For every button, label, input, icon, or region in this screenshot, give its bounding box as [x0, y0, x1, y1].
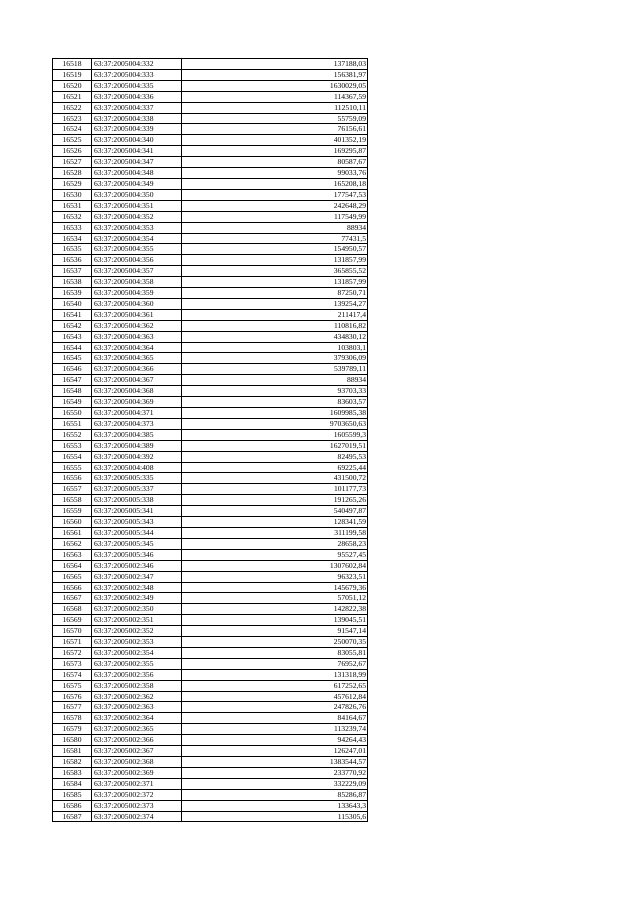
- value-cell: 9703650,63: [182, 418, 368, 429]
- cadastral-number-cell: 63:37:2005002:362: [92, 691, 182, 702]
- value-cell: 115305,6: [182, 811, 368, 822]
- table-row: [53, 189, 368, 200]
- cadastral-number-cell: 63:37:2005005:341: [92, 506, 182, 517]
- row-number-cell: 16559: [53, 506, 92, 517]
- cadastral-number-cell: 63:37:2005002:349: [92, 593, 182, 604]
- cadastral-number-cell: 63:37:2005005:345: [92, 538, 182, 549]
- row-number-cell: 16583: [53, 767, 92, 778]
- cadastral-number-cell: 63:37:2005002:371: [92, 778, 182, 789]
- cadastral-number-cell: 63:37:2005004:373: [92, 418, 182, 429]
- value-cell: 69225,44: [182, 462, 368, 473]
- value-cell: 87250,71: [182, 288, 368, 299]
- cadastral-number-cell: 63:37:2005004:339: [92, 124, 182, 135]
- row-number-cell: 16529: [53, 178, 92, 189]
- table-row: [53, 800, 368, 811]
- cadastral-number-cell: 63:37:2005004:369: [92, 397, 182, 408]
- cadastral-number-cell: 63:37:2005002:364: [92, 713, 182, 724]
- row-number-cell: 16563: [53, 549, 92, 560]
- cadastral-number-cell: 63:37:2005002:352: [92, 626, 182, 637]
- table-row: [53, 637, 368, 648]
- value-cell: 80587,67: [182, 157, 368, 168]
- row-number-cell: 16537: [53, 266, 92, 277]
- table-row: [53, 277, 368, 288]
- table-row: [53, 211, 368, 222]
- cadastral-number-cell: 63:37:2005002:368: [92, 757, 182, 768]
- value-cell: 401352,19: [182, 135, 368, 146]
- value-cell: 88934: [182, 222, 368, 233]
- cadastral-value-table: [52, 58, 368, 822]
- value-cell: 191265,26: [182, 495, 368, 506]
- table-row: [53, 527, 368, 538]
- row-number-cell: 16526: [53, 146, 92, 157]
- value-cell: 103803,1: [182, 342, 368, 353]
- cadastral-number-cell: 63:37:2005004:356: [92, 255, 182, 266]
- cadastral-number-cell: 63:37:2005002:356: [92, 669, 182, 680]
- cadastral-number-cell: 63:37:2005002:358: [92, 680, 182, 691]
- value-cell: 1627019,51: [182, 440, 368, 451]
- value-cell: 1307602,84: [182, 560, 368, 571]
- row-number-cell: 16573: [53, 658, 92, 669]
- row-number-cell: 16574: [53, 669, 92, 680]
- row-number-cell: 16550: [53, 408, 92, 419]
- table-row: [53, 571, 368, 582]
- value-cell: 131857,99: [182, 277, 368, 288]
- row-number-cell: 16542: [53, 320, 92, 331]
- row-number-cell: 16556: [53, 473, 92, 484]
- value-cell: 77431,5: [182, 233, 368, 244]
- cadastral-number-cell: 63:37:2005004:360: [92, 298, 182, 309]
- table-row: [53, 244, 368, 255]
- row-number-cell: 16523: [53, 113, 92, 124]
- table-body: [53, 59, 368, 822]
- row-number-cell: 16584: [53, 778, 92, 789]
- value-cell: 142822,38: [182, 604, 368, 615]
- cadastral-number-cell: 63:37:2005004:341: [92, 146, 182, 157]
- table-row: [53, 331, 368, 342]
- value-cell: 82495,53: [182, 451, 368, 462]
- row-number-cell: 16547: [53, 375, 92, 386]
- table-row: [53, 440, 368, 451]
- value-cell: 91547,14: [182, 626, 368, 637]
- cadastral-number-cell: 63:37:2005002:353: [92, 637, 182, 648]
- row-number-cell: 16519: [53, 69, 92, 80]
- table-row: [53, 222, 368, 233]
- table-row: [53, 59, 368, 70]
- table-row: [53, 615, 368, 626]
- table-row: [53, 288, 368, 299]
- row-number-cell: 16554: [53, 451, 92, 462]
- cadastral-number-cell: 63:37:2005004:337: [92, 102, 182, 113]
- value-cell: 1383544,57: [182, 757, 368, 768]
- table-row: [53, 233, 368, 244]
- row-number-cell: 16551: [53, 418, 92, 429]
- cadastral-number-cell: 63:37:2005005:337: [92, 484, 182, 495]
- row-number-cell: 16579: [53, 724, 92, 735]
- value-cell: 128341,59: [182, 517, 368, 528]
- value-cell: 1630029,05: [182, 80, 368, 91]
- table-row: [53, 604, 368, 615]
- cadastral-number-cell: 63:37:2005005:338: [92, 495, 182, 506]
- table-row: [53, 397, 368, 408]
- row-number-cell: 16549: [53, 397, 92, 408]
- table-row: [53, 451, 368, 462]
- table-row: [53, 146, 368, 157]
- table-row: [53, 178, 368, 189]
- table-row: [53, 375, 368, 386]
- cadastral-number-cell: 63:37:2005004:336: [92, 91, 182, 102]
- row-number-cell: 16585: [53, 789, 92, 800]
- table-row: [53, 342, 368, 353]
- table-row: [53, 746, 368, 757]
- table-row: [53, 462, 368, 473]
- table-row: [53, 364, 368, 375]
- row-number-cell: 16524: [53, 124, 92, 135]
- row-number-cell: 16541: [53, 309, 92, 320]
- value-cell: 247826,76: [182, 702, 368, 713]
- table-row: [53, 647, 368, 658]
- value-cell: 165208,18: [182, 178, 368, 189]
- row-number-cell: 16557: [53, 484, 92, 495]
- table-row: [53, 102, 368, 113]
- value-cell: 617252,65: [182, 680, 368, 691]
- row-number-cell: 16538: [53, 277, 92, 288]
- row-number-cell: 16586: [53, 800, 92, 811]
- row-number-cell: 16569: [53, 615, 92, 626]
- value-cell: 137188,03: [182, 59, 368, 70]
- row-number-cell: 16571: [53, 637, 92, 648]
- row-number-cell: 16520: [53, 80, 92, 91]
- cadastral-number-cell: 63:37:2005004:354: [92, 233, 182, 244]
- cadastral-number-cell: 63:37:2005002:346: [92, 560, 182, 571]
- table-row: [53, 658, 368, 669]
- value-cell: 85286,87: [182, 789, 368, 800]
- row-number-cell: 16532: [53, 211, 92, 222]
- value-cell: 156381,97: [182, 69, 368, 80]
- value-cell: 1609985,38: [182, 408, 368, 419]
- table-row: [53, 735, 368, 746]
- cadastral-number-cell: 63:37:2005004:332: [92, 59, 182, 70]
- table-row: [53, 757, 368, 768]
- row-number-cell: 16577: [53, 702, 92, 713]
- cadastral-number-cell: 63:37:2005002:374: [92, 811, 182, 822]
- cadastral-number-cell: 63:37:2005004:348: [92, 168, 182, 179]
- cadastral-number-cell: 63:37:2005004:349: [92, 178, 182, 189]
- row-number-cell: 16564: [53, 560, 92, 571]
- cadastral-number-cell: 63:37:2005002:355: [92, 658, 182, 669]
- table-row: [53, 91, 368, 102]
- table-row: [53, 429, 368, 440]
- table-row: [53, 113, 368, 124]
- value-cell: 434830,12: [182, 331, 368, 342]
- value-cell: 101177,73: [182, 484, 368, 495]
- value-cell: 55759,09: [182, 113, 368, 124]
- table-row: [53, 724, 368, 735]
- table-row: [53, 789, 368, 800]
- cadastral-number-cell: 63:37:2005005:346: [92, 549, 182, 560]
- table-row: [53, 157, 368, 168]
- table-row: [53, 168, 368, 179]
- value-cell: 332229,09: [182, 778, 368, 789]
- row-number-cell: 16578: [53, 713, 92, 724]
- table-row: [53, 69, 368, 80]
- row-number-cell: 16546: [53, 364, 92, 375]
- value-cell: 539789,11: [182, 364, 368, 375]
- value-cell: 139254,27: [182, 298, 368, 309]
- table-row: [53, 298, 368, 309]
- cadastral-number-cell: 63:37:2005005:344: [92, 527, 182, 538]
- cadastral-number-cell: 63:37:2005004:359: [92, 288, 182, 299]
- cadastral-number-cell: 63:37:2005002:347: [92, 571, 182, 582]
- row-number-cell: 16567: [53, 593, 92, 604]
- table-row: [53, 353, 368, 364]
- cadastral-number-cell: 63:37:2005004:347: [92, 157, 182, 168]
- row-number-cell: 16527: [53, 157, 92, 168]
- table-row: [53, 135, 368, 146]
- value-cell: 211417,4: [182, 309, 368, 320]
- row-number-cell: 16543: [53, 331, 92, 342]
- cadastral-number-cell: 63:37:2005002:373: [92, 800, 182, 811]
- cadastral-number-cell: 63:37:2005004:366: [92, 364, 182, 375]
- value-cell: 131857,99: [182, 255, 368, 266]
- row-number-cell: 16545: [53, 353, 92, 364]
- value-cell: 94264,43: [182, 735, 368, 746]
- row-number-cell: 16552: [53, 429, 92, 440]
- cadastral-number-cell: 63:37:2005002:351: [92, 615, 182, 626]
- table-row: [53, 811, 368, 822]
- value-cell: 99033,76: [182, 168, 368, 179]
- row-number-cell: 16565: [53, 571, 92, 582]
- cadastral-number-cell: 63:37:2005004:351: [92, 200, 182, 211]
- value-cell: 88934: [182, 375, 368, 386]
- value-cell: 28658,23: [182, 538, 368, 549]
- value-cell: 145679,36: [182, 582, 368, 593]
- row-number-cell: 16539: [53, 288, 92, 299]
- cadastral-number-cell: 63:37:2005004:357: [92, 266, 182, 277]
- table-row: [53, 713, 368, 724]
- table-row: [53, 669, 368, 680]
- table-row: [53, 702, 368, 713]
- value-cell: 57051,12: [182, 593, 368, 604]
- cadastral-number-cell: 63:37:2005002:350: [92, 604, 182, 615]
- cadastral-number-cell: 63:37:2005004:371: [92, 408, 182, 419]
- row-number-cell: 16544: [53, 342, 92, 353]
- table-row: [53, 593, 368, 604]
- row-number-cell: 16566: [53, 582, 92, 593]
- row-number-cell: 16518: [53, 59, 92, 70]
- table-row: [53, 408, 368, 419]
- cadastral-number-cell: 63:37:2005002:365: [92, 724, 182, 735]
- table-row: [53, 495, 368, 506]
- cadastral-number-cell: 63:37:2005002:372: [92, 789, 182, 800]
- cadastral-number-cell: 63:37:2005002:366: [92, 735, 182, 746]
- value-cell: 365855,52: [182, 266, 368, 277]
- value-cell: 76952,67: [182, 658, 368, 669]
- row-number-cell: 16534: [53, 233, 92, 244]
- table-row: [53, 309, 368, 320]
- row-number-cell: 16540: [53, 298, 92, 309]
- row-number-cell: 16587: [53, 811, 92, 822]
- row-number-cell: 16560: [53, 517, 92, 528]
- value-cell: 96323,51: [182, 571, 368, 582]
- cadastral-number-cell: 63:37:2005002:354: [92, 647, 182, 658]
- value-cell: 457612,84: [182, 691, 368, 702]
- row-number-cell: 16553: [53, 440, 92, 451]
- cadastral-number-cell: 63:37:2005004:368: [92, 386, 182, 397]
- cadastral-number-cell: 63:37:2005004:355: [92, 244, 182, 255]
- cadastral-number-cell: 63:37:2005004:389: [92, 440, 182, 451]
- value-cell: 110816,82: [182, 320, 368, 331]
- table-row: [53, 255, 368, 266]
- table-row: [53, 484, 368, 495]
- value-cell: 1605599,3: [182, 429, 368, 440]
- cadastral-number-cell: 63:37:2005004:385: [92, 429, 182, 440]
- cadastral-number-cell: 63:37:2005004:392: [92, 451, 182, 462]
- value-cell: 133643,3: [182, 800, 368, 811]
- table-row: [53, 418, 368, 429]
- cadastral-number-cell: 63:37:2005005:343: [92, 517, 182, 528]
- row-number-cell: 16561: [53, 527, 92, 538]
- row-number-cell: 16530: [53, 189, 92, 200]
- value-cell: 250070,35: [182, 637, 368, 648]
- table-row: [53, 691, 368, 702]
- value-cell: 540497,87: [182, 506, 368, 517]
- table-row: [53, 506, 368, 517]
- value-cell: 84164,67: [182, 713, 368, 724]
- table-row: [53, 200, 368, 211]
- row-number-cell: 16522: [53, 102, 92, 113]
- table-row: [53, 680, 368, 691]
- cadastral-number-cell: 63:37:2005004:353: [92, 222, 182, 233]
- table-row: [53, 266, 368, 277]
- row-number-cell: 16521: [53, 91, 92, 102]
- table-row: [53, 538, 368, 549]
- cadastral-number-cell: 63:37:2005002:367: [92, 746, 182, 757]
- table-row: [53, 124, 368, 135]
- cadastral-number-cell: 63:37:2005004:340: [92, 135, 182, 146]
- cadastral-number-cell: 63:37:2005004:365: [92, 353, 182, 364]
- value-cell: 113239,74: [182, 724, 368, 735]
- value-cell: 177547,53: [182, 189, 368, 200]
- row-number-cell: 16531: [53, 200, 92, 211]
- cadastral-number-cell: 63:37:2005004:364: [92, 342, 182, 353]
- row-number-cell: 16525: [53, 135, 92, 146]
- value-cell: 379306,09: [182, 353, 368, 364]
- value-cell: 169295,87: [182, 146, 368, 157]
- cadastral-number-cell: 63:37:2005002:369: [92, 767, 182, 778]
- value-cell: 83055,81: [182, 647, 368, 658]
- table-row: [53, 320, 368, 331]
- row-number-cell: 16581: [53, 746, 92, 757]
- cadastral-number-cell: 63:37:2005004:408: [92, 462, 182, 473]
- row-number-cell: 16558: [53, 495, 92, 506]
- table-row: [53, 626, 368, 637]
- value-cell: 117549,99: [182, 211, 368, 222]
- row-number-cell: 16576: [53, 691, 92, 702]
- value-cell: 154950,57: [182, 244, 368, 255]
- table-row: [53, 582, 368, 593]
- cadastral-number-cell: 63:37:2005004:338: [92, 113, 182, 124]
- value-cell: 311199,58: [182, 527, 368, 538]
- value-cell: 242648,29: [182, 200, 368, 211]
- table-row: [53, 386, 368, 397]
- row-number-cell: 16555: [53, 462, 92, 473]
- value-cell: 93703,33: [182, 386, 368, 397]
- table-row: [53, 473, 368, 484]
- row-number-cell: 16575: [53, 680, 92, 691]
- row-number-cell: 16580: [53, 735, 92, 746]
- value-cell: 126247,01: [182, 746, 368, 757]
- table-row: [53, 80, 368, 91]
- row-number-cell: 16568: [53, 604, 92, 615]
- row-number-cell: 16533: [53, 222, 92, 233]
- cadastral-number-cell: 63:37:2005004:335: [92, 80, 182, 91]
- table-row: [53, 767, 368, 778]
- cadastral-number-cell: 63:37:2005004:358: [92, 277, 182, 288]
- row-number-cell: 16535: [53, 244, 92, 255]
- row-number-cell: 16570: [53, 626, 92, 637]
- value-cell: 233770,92: [182, 767, 368, 778]
- table-row: [53, 517, 368, 528]
- row-number-cell: 16562: [53, 538, 92, 549]
- value-cell: 83603,57: [182, 397, 368, 408]
- value-cell: 131318,99: [182, 669, 368, 680]
- value-cell: 114367,59: [182, 91, 368, 102]
- row-number-cell: 16536: [53, 255, 92, 266]
- table-row: [53, 549, 368, 560]
- cadastral-number-cell: 63:37:2005004:367: [92, 375, 182, 386]
- cadastral-number-cell: 63:37:2005002:363: [92, 702, 182, 713]
- cadastral-number-cell: 63:37:2005004:362: [92, 320, 182, 331]
- value-cell: 112510,11: [182, 102, 368, 113]
- row-number-cell: 16582: [53, 757, 92, 768]
- table-row: [53, 560, 368, 571]
- row-number-cell: 16528: [53, 168, 92, 179]
- row-number-cell: 16548: [53, 386, 92, 397]
- value-cell: 95527,45: [182, 549, 368, 560]
- cadastral-number-cell: 63:37:2005004:352: [92, 211, 182, 222]
- table-row: [53, 778, 368, 789]
- cadastral-number-cell: 63:37:2005004:363: [92, 331, 182, 342]
- cadastral-number-cell: 63:37:2005002:348: [92, 582, 182, 593]
- value-cell: 76156,61: [182, 124, 368, 135]
- cadastral-number-cell: 63:37:2005004:350: [92, 189, 182, 200]
- value-cell: 431500,72: [182, 473, 368, 484]
- cadastral-number-cell: 63:37:2005004:361: [92, 309, 182, 320]
- row-number-cell: 16572: [53, 647, 92, 658]
- cadastral-number-cell: 63:37:2005005:335: [92, 473, 182, 484]
- value-cell: 139045,51: [182, 615, 368, 626]
- cadastral-number-cell: 63:37:2005004:333: [92, 69, 182, 80]
